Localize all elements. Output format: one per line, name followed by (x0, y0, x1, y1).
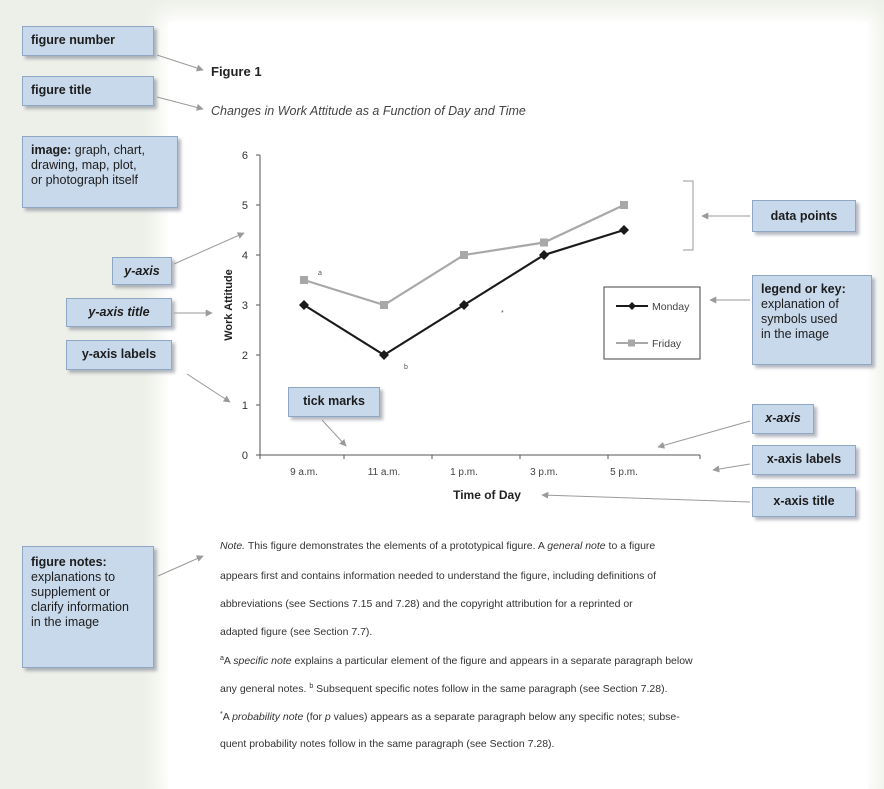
callout-image-line3: or photograph itself (31, 173, 139, 187)
data-point-monday (619, 225, 629, 235)
callout-x-axis-labels-text: x-axis labels (766, 452, 842, 466)
callout-figure-number-text: figure number (31, 33, 116, 47)
annotation-a: a (318, 270, 322, 277)
callout-x-axis-title-text: x-axis title (773, 494, 835, 508)
note-line-5c: explains a particular element of the figure and appears in a separate paragraph below (291, 655, 693, 667)
callout-figure-notes-line2: explanations to (31, 570, 116, 584)
x-axis-title: Time of Day (453, 488, 521, 502)
callout-figure-notes-line4: clarify information (31, 600, 129, 614)
callout-legend-bold: legend or key: (761, 282, 846, 296)
arrow-tick-marks (322, 420, 346, 446)
callout-tick-marks-text: tick marks (303, 394, 365, 408)
x-tick-label: 5 p.m. (610, 467, 638, 478)
data-point-monday (299, 300, 309, 310)
arrow-x-axis-labels (713, 464, 750, 470)
note-line-7c: (for (303, 711, 325, 723)
note-line-7e: values) appears as a separate paragraph below any specific notes; subse- (330, 711, 680, 723)
figure-number: Figure 1 (211, 64, 262, 79)
note-line-1b: general note (547, 540, 606, 552)
arrow-y-axis-labels (187, 374, 230, 402)
callout-figure-notes-bold: figure notes: (31, 555, 107, 569)
arrow-figure-title (157, 97, 203, 109)
callout-figure-title-text: figure title (31, 83, 92, 97)
note-line-5a: A (223, 655, 234, 667)
callout-image-bold: image: (31, 143, 72, 157)
note-line-8: quent probability notes follow in the same paragraph (see Section 7.28). (220, 738, 555, 750)
y-tick-label: 5 (241, 200, 248, 212)
y-tick-label: 0 (241, 450, 248, 462)
annotation-b: b (404, 364, 408, 371)
note-line-7b: probability note (232, 711, 304, 723)
note-line-1c: to a figure (605, 540, 656, 552)
data-point-friday (540, 239, 548, 247)
data-point-friday (460, 251, 468, 259)
callout-data-points-text: data points (770, 209, 838, 223)
plot-area (223, 150, 700, 502)
note-sup-star: * (220, 711, 223, 718)
note-label: Note. (220, 540, 246, 552)
arrow-x-axis-title (542, 495, 750, 502)
data-point-friday (300, 276, 308, 284)
data-points-bracket (683, 181, 693, 250)
arrow-figure-notes (158, 556, 203, 576)
y-tick-label: 2 (241, 350, 248, 362)
note-line-3: abbreviations (see Sections 7.15 and 7.28) and the copyright attribution for a reprinted or (220, 598, 633, 610)
note-line-7 (220, 711, 680, 723)
annotation-star: * (501, 310, 504, 317)
y-axis-title: Work Attitude (223, 269, 235, 341)
note-line-5 (220, 655, 693, 667)
y-tick-label: 1 (241, 400, 248, 412)
callout-figure-notes-line3: supplement or (31, 585, 111, 599)
note-line-1a: This figure demonstrates the elements of a prototypical figure. A (245, 540, 548, 552)
note-sup-a: a (220, 655, 224, 662)
callout-y-axis-title-text: y-axis title (88, 305, 150, 319)
arrow-x-axis (658, 421, 750, 447)
legend-label-monday: Monday (652, 301, 690, 313)
arrow-figure-number (157, 55, 203, 70)
x-tick-label: 11 a.m. (367, 467, 401, 478)
callout-legend-line2: explanation of (761, 297, 839, 311)
note-line-6a: any general notes. (220, 683, 310, 695)
y-tick-label: 3 (241, 300, 248, 312)
y-tick-label: 6 (241, 150, 248, 162)
callout-y-axis-text: y-axis (124, 264, 160, 278)
note-sup-b: b (309, 683, 314, 690)
x-tick-label: 1 p.m. (450, 467, 478, 478)
data-point-monday (379, 350, 389, 360)
callout-y-axis-labels-text: y-axis labels (81, 347, 157, 361)
callout-image-rest: graph, chart, (74, 143, 145, 157)
note-line-1 (220, 540, 655, 552)
series-line-monday (304, 230, 624, 355)
note-line-7d: p (324, 711, 331, 723)
data-point-friday (620, 201, 628, 209)
y-tick-label: 4 (241, 250, 248, 262)
x-tick-label: 9 a.m. (290, 467, 318, 478)
x-tick-label: 3 p.m. (530, 467, 558, 478)
legend-label-friday: Friday (652, 338, 682, 350)
note-line-6 (220, 683, 668, 695)
callout-image-line2: drawing, map, plot, (31, 158, 137, 172)
note-line-7a: A (222, 711, 233, 723)
note-line-6b: Subsequent specific notes follow in the same paragraph (see Section 7.28). (313, 683, 668, 695)
arrow-y-axis (174, 233, 244, 264)
note-line-5b: specific note (233, 655, 292, 667)
data-point-monday (539, 250, 549, 260)
callout-legend-line4: in the image (761, 327, 830, 341)
figure-title: Changes in Work Attitude as a Function of Day and Time (211, 104, 526, 118)
callout-figure-notes-line5: in the image (31, 615, 100, 629)
note-line-4: adapted figure (see Section 7.7). (220, 626, 373, 638)
data-point-monday (459, 300, 469, 310)
callout-legend-line3: symbols used (761, 312, 838, 326)
data-point-friday (380, 301, 388, 309)
legend-marker-friday (628, 340, 635, 347)
note-line-2: appears first and contains information needed to understand the figure, including definitions of (220, 570, 657, 582)
callout-x-axis-text: x-axis (765, 411, 801, 425)
